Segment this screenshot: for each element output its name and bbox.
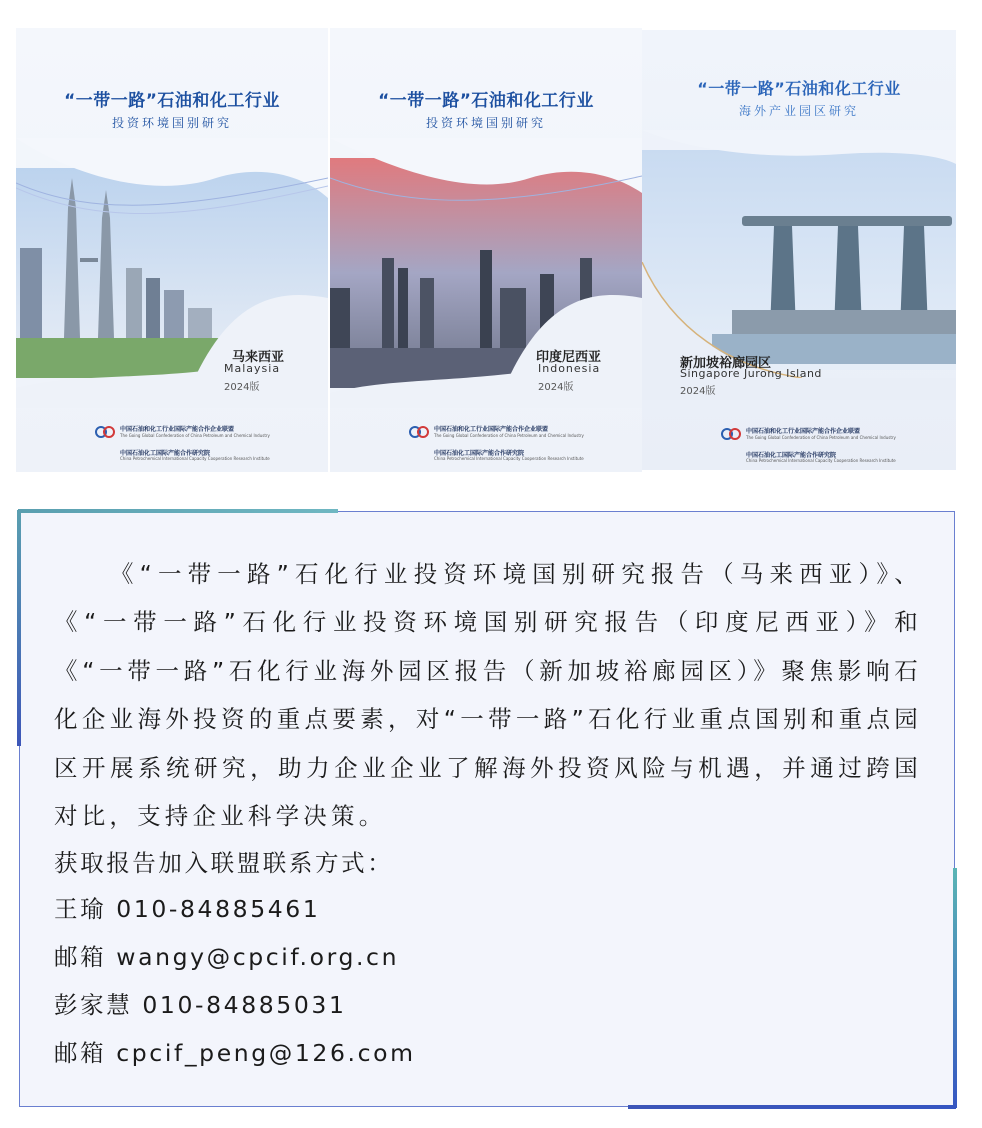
cover-org1: 中国石油和化工行业国际产能合作企业联盟 [120, 426, 235, 433]
cover-org2-en: China Petrochemical International Capacity Cooperation Research Institute [434, 456, 584, 461]
cover-org1-en: The Going Global Confederation of China Petroleum and Chemical Industry [434, 433, 584, 438]
cover-country: 新加坡裕廊园区 [680, 356, 772, 371]
corner-accent [17, 510, 21, 746]
cover-indonesia[interactable] [330, 28, 642, 472]
report-covers [16, 28, 956, 472]
cover-org1: 中国石油和化工行业国际产能合作企业联盟 [434, 426, 549, 433]
alliance-logo-icon [408, 425, 430, 439]
description-box [19, 511, 955, 1107]
cover-year: 2024版 [680, 386, 716, 397]
cover-org2-en: China Petrochemical International Capacity Cooperation Research Institute [746, 458, 896, 463]
contact-intro: 获取报告加入联盟联系方式： [54, 849, 394, 877]
cover-malaysia[interactable] [16, 28, 328, 472]
cover-subtitle: 海外产业园区研究 [738, 104, 859, 118]
contact-peng-email[interactable]: 邮箱 cpcif_peng@126.com [54, 1039, 416, 1067]
cover-country: 马来西亚 [232, 350, 285, 365]
cover-country-en: Malaysia [224, 362, 281, 375]
alliance-logo-icon [720, 427, 742, 441]
cover-subtitle: 投资环境国别研究 [111, 116, 232, 130]
alliance-logo-icon [94, 425, 116, 439]
contact-wang-email[interactable]: 邮箱 wangy@cpcif.org.cn [54, 943, 400, 971]
cover-org2: 中国石油化工国际产能合作研究院 [746, 452, 837, 459]
cover-org1-en: The Going Global Confederation of China Petroleum and Chemical Industry [120, 433, 270, 438]
corner-accent [628, 1105, 956, 1109]
cover-country-en: Indonesia [538, 362, 601, 375]
cover-org2: 中国石油化工国际产能合作研究院 [120, 450, 211, 457]
contact-wang-phone[interactable]: 王瑜 010-84885461 [54, 895, 321, 923]
cover-org2-en: China Petrochemical International Capacity Cooperation Research Institute [120, 456, 270, 461]
corner-accent [953, 868, 957, 1108]
cover-year: 2024版 [538, 382, 574, 393]
intro-paragraph: 《“一带一路”石化行业投资环境国别研究报告（马来西亚）》、《“一带一路”石化行业投资环境国别研究报告（印度尼西亚）》和《“一带一路”石化行业海外园区报告（新加坡裕廊园区）》聚焦影响石化企业海外投资的重点要素，对“一带一路”石化行业重点国别和重点园区开展系统研究，助力企业企业了解海外投资风险与机遇，并通过跨国对比，支持企业科学决策。 [54, 560, 922, 831]
cover-title: “一带一路”石油和化工行业 [378, 91, 594, 111]
cover-year: 2024版 [224, 382, 260, 393]
cover-title: “一带一路”石油和化工行业 [64, 91, 280, 111]
cover-org2: 中国石油化工国际产能合作研究院 [434, 450, 525, 457]
cover-org1: 中国石油和化工行业国际产能合作企业联盟 [746, 428, 861, 435]
cover-subtitle: 投资环境国别研究 [425, 116, 546, 130]
cover-org1-en: The Going Global Confederation of China Petroleum and Chemical Industry [746, 435, 896, 440]
cover-title: “一带一路”石油和化工行业 [697, 79, 901, 98]
cover-country: 印度尼西亚 [536, 350, 602, 365]
kuala-lumpur-skyline-image [16, 138, 328, 408]
contact-peng-phone[interactable]: 彭家慧 010-84885031 [54, 991, 347, 1019]
corner-accent [18, 509, 338, 513]
cover-country-en: Singapore Jurong Island [680, 367, 822, 380]
cover-singapore[interactable] [642, 30, 956, 470]
